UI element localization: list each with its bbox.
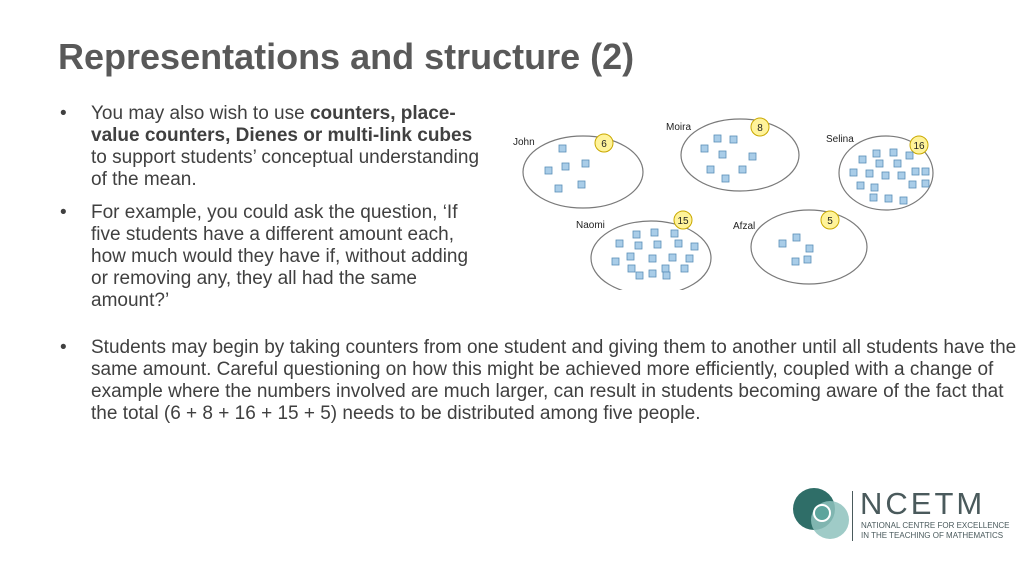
bullet-item-wide (58, 337, 1021, 425)
counter-square (806, 245, 813, 252)
counter-square (545, 167, 552, 174)
count-badge-label: 8 (757, 123, 763, 134)
counter-square (922, 180, 929, 187)
counters (779, 234, 813, 265)
counter-square (730, 136, 737, 143)
logo-tagline-line2: IN THE TEACHING OF MATHEMATICS (861, 531, 1004, 540)
counter-square (691, 243, 698, 250)
counter-square (850, 169, 857, 176)
counter-square (885, 195, 892, 202)
counter-square (669, 254, 676, 261)
page-title: Representations and structure (2) (58, 36, 635, 77)
counter-square (722, 175, 729, 182)
ncetm-logo-mark (792, 487, 852, 543)
counter-square (739, 166, 746, 173)
student-name: John (513, 137, 535, 148)
counter-square (792, 258, 799, 265)
counter-square (662, 265, 669, 272)
counter-square (906, 152, 913, 159)
student-name: Afzal (733, 221, 756, 232)
counter-square (555, 185, 562, 192)
counter-square (714, 135, 721, 142)
bullet-glyph: • (60, 337, 67, 358)
counters (545, 145, 589, 192)
bullet-glyph: • (60, 103, 67, 124)
student-set-ellipse (681, 119, 799, 191)
counters (612, 229, 698, 279)
bullet-list (58, 103, 488, 323)
bullet-item (58, 103, 488, 191)
bullet-text-bold: counters, place-value counters, Dienes or multi-link cubes (91, 103, 473, 146)
student-name: Naomi (576, 220, 605, 231)
counter-square (859, 156, 866, 163)
student-set-ellipse (523, 136, 643, 208)
logo-tagline (861, 521, 1009, 541)
counter-square (707, 166, 714, 173)
logo-tagline-line1: NATIONAL CENTRE FOR EXCELLENCE (861, 521, 1010, 530)
counter-square (870, 194, 877, 201)
counter-square (651, 229, 658, 236)
counters-diagram (508, 110, 938, 290)
student-group-afzal (733, 210, 867, 284)
counter-square (898, 172, 905, 179)
counter-square (857, 182, 864, 189)
counter-square (663, 272, 670, 279)
student-group-naomi (576, 211, 711, 290)
counter-square (633, 231, 640, 238)
counter-square (866, 170, 873, 177)
student-name: Selina (826, 134, 854, 145)
counter-square (559, 145, 566, 152)
student-name: Moira (666, 122, 692, 133)
bullet-glyph: • (60, 202, 67, 223)
logo-circle-ring (814, 505, 830, 521)
counters (701, 135, 756, 182)
counter-square (873, 150, 880, 157)
counter-square (582, 160, 589, 167)
counter-square (701, 145, 708, 152)
bullet-text-post: to support students’ conceptual understanding of the mean. (91, 147, 480, 190)
counter-square (675, 240, 682, 247)
counter-square (628, 265, 635, 272)
logo-divider (852, 491, 853, 541)
counter-square (900, 197, 907, 204)
counters (850, 149, 929, 204)
bullet-text-pre: You may also wish to use (91, 103, 310, 124)
student-group-moira (666, 118, 799, 191)
counter-square (686, 255, 693, 262)
count-badge-label: 5 (827, 216, 833, 227)
count-badge-label: 6 (601, 139, 607, 150)
count-badge-label: 15 (677, 216, 689, 227)
counter-square (627, 253, 634, 260)
counter-square (871, 184, 878, 191)
student-group-selina (826, 134, 933, 210)
counter-square (719, 151, 726, 158)
counter-square (876, 160, 883, 167)
counter-square (649, 270, 656, 277)
counter-square (909, 181, 916, 188)
counter-square (804, 256, 811, 263)
bullet-item (58, 202, 488, 312)
counter-square (681, 265, 688, 272)
counter-square (749, 153, 756, 160)
counter-square (636, 272, 643, 279)
counter-square (922, 168, 929, 175)
counter-square (612, 258, 619, 265)
counter-square (793, 234, 800, 241)
bullet-text: Students may begin by taking counters from one student and giving them to another until all students have the same amount. Careful questioning on how this might be achieved more efficiently, coupled with a change of example where the numbers involved are much larger, can result in students becoming aware of the fact that the total (6 + 8 + 16 + 15 + 5) needs to be distributed among five people. (91, 337, 1017, 424)
count-badge-label: 16 (913, 141, 925, 152)
counter-square (635, 242, 642, 249)
counter-square (616, 240, 623, 247)
counter-square (562, 163, 569, 170)
counter-square (912, 168, 919, 175)
bullet-text: For example, you could ask the question, ‘If five students have a different amount each, how much would they have if, without adding or removing any, they all had the same amount?’ (91, 202, 469, 311)
counter-square (894, 160, 901, 167)
student-group-john (513, 134, 643, 208)
counter-square (882, 172, 889, 179)
counter-square (890, 149, 897, 156)
counter-square (654, 241, 661, 248)
counter-square (578, 181, 585, 188)
counter-square (671, 230, 678, 237)
logo-wordmark: NCETM (860, 486, 986, 521)
counter-square (649, 255, 656, 262)
counter-square (779, 240, 786, 247)
